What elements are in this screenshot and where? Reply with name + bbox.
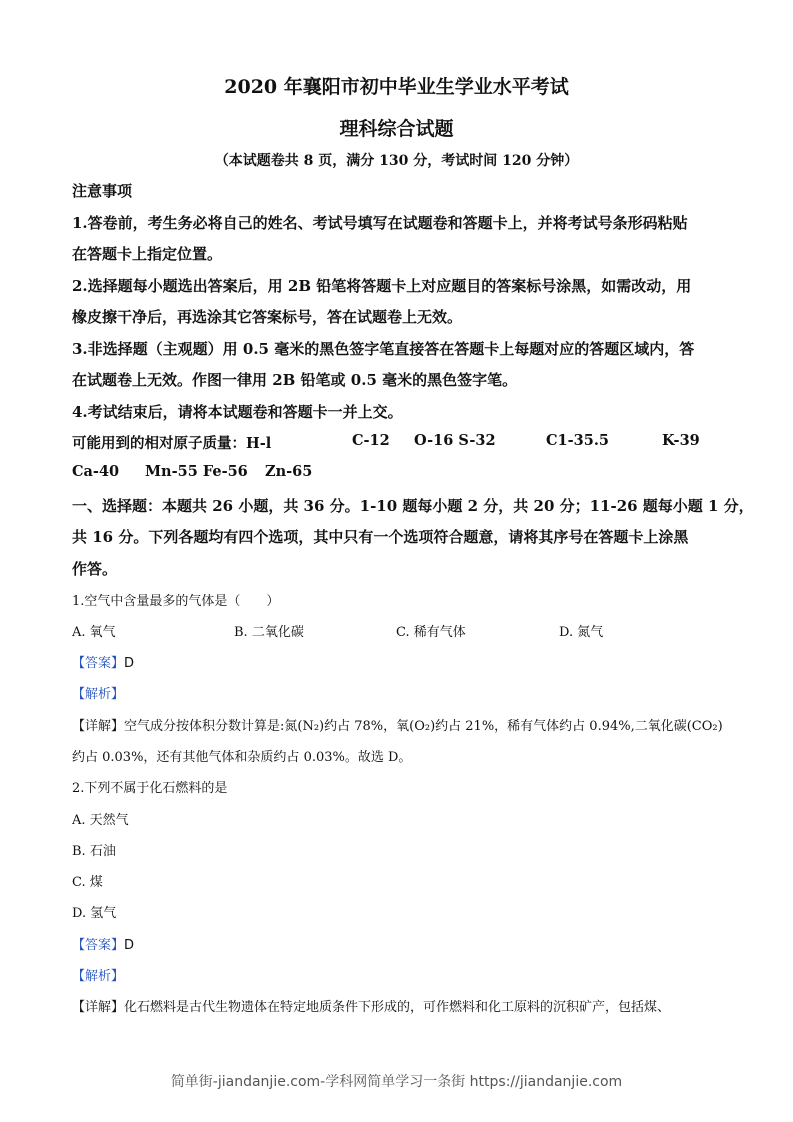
answer-value: D	[124, 656, 135, 671]
exam-title: 2020 年襄阳市初中毕业生学业水平考试	[224, 76, 569, 98]
exam-info: （本试题卷共 8 页，满分 130 分，考试时间 120 分钟）	[214, 153, 579, 169]
exam-subject: 理科综合试题	[339, 118, 454, 140]
question-1-analysis-tag: 【解析】	[72, 687, 125, 702]
atomic-mass-item: C1-35.5	[546, 432, 609, 449]
answer-tag: 【答案】	[72, 938, 125, 953]
notes-heading: 注意事项	[72, 182, 133, 200]
notes-line: 2.选择题每小题选出答案后，用 2B 铅笔将答题卡上对应题目的答案标号涂黑，如需改动，用	[72, 277, 692, 295]
notes-line: 3.非选择题（主观题）用 0.5 毫米的黑色签字笔直接答在答题卡上每题对应的答题区域内，答	[72, 340, 695, 358]
atomic-mass-item: K-39	[662, 432, 700, 449]
question-1-option-b: B. 二氧化碳	[234, 625, 304, 640]
section-heading: 作答。	[72, 560, 118, 578]
notes-line: 在答题卡上指定位置。	[72, 245, 223, 263]
notes-line: 橡皮擦干净后，再选涂其它答案标号，答在试题卷上无效。	[72, 308, 463, 326]
question-2-option-c: C. 煤	[72, 875, 103, 890]
atomic-mass-item: O-16 S-32	[414, 432, 496, 449]
question-2-analysis-tag: 【解析】	[72, 969, 125, 984]
atomic-mass-item: Ca-40	[72, 463, 120, 480]
question-1-option-c: C. 稀有气体	[396, 625, 466, 640]
question-2-answer	[72, 934, 134, 953]
question-2-option-a: A. 天然气	[72, 813, 129, 828]
question-1-detail: 约占 0.03%，还有其他气体和杂质约占 0.03%。故选 D。	[72, 750, 412, 765]
section-heading: 共 16 分。下列各题均有四个选项，其中只有一个选项符合题意，请将其序号在答题卡上涂黑	[72, 528, 689, 546]
atomic-mass-item: C-12	[352, 432, 390, 449]
answer-tag: 【答案】	[72, 656, 125, 671]
section-heading: 一、选择题：本题共 26 小题，共 36 分。1-10 题每小题 2 分，共 20 分；11-26 题每小题 1 分，	[72, 497, 754, 515]
notes-line: 1.答卷前，考生务必将自己的姓名、考试号填写在试题卷和答题卡上，并将考试号条形码粘贴	[72, 214, 688, 232]
question-1-stem: 1.空气中含量最多的气体是（ ）	[72, 594, 280, 609]
question-2-option-d: D. 氢气	[72, 906, 117, 921]
notes-line: 4.考试结束后，请将本试题卷和答题卡一并上交。	[72, 403, 403, 421]
question-2-detail: 【详解】化石燃料是古代生物遗体在特定地质条件下形成的，可作燃料和化工原料的沉积矿产，包括煤、	[72, 1000, 671, 1015]
question-2-stem: 2.下列不属于化石燃料的是	[72, 781, 228, 796]
atomic-mass-label: 可能用到的相对原子质量：H-l	[72, 435, 272, 452]
notes-line: 在试题卷上无效。作图一律用 2B 铅笔或 0.5 毫米的黑色签字笔。	[72, 371, 518, 389]
question-1-answer	[72, 652, 134, 671]
atomic-mass-item: Zn-65	[265, 463, 313, 480]
question-2-option-b: B. 石油	[72, 844, 116, 859]
answer-value: D	[124, 938, 135, 953]
question-1-option-a: A. 氧气	[72, 625, 116, 640]
atomic-mass-item: Mn-55 Fe-56	[145, 463, 248, 480]
question-1-option-d: D. 氮气	[559, 625, 604, 640]
page-footer: 简单街-jiandanjie.com-学科网简单学习一条街 https://jiandanjie.com	[170, 1074, 623, 1090]
question-1-detail: 【详解】空气成分按体积分数计算是:氮(N₂)约占 78%，氧(O₂)约占 21%，稀有气体约占 0.94%,二氧化碳(CO₂)	[72, 719, 723, 734]
